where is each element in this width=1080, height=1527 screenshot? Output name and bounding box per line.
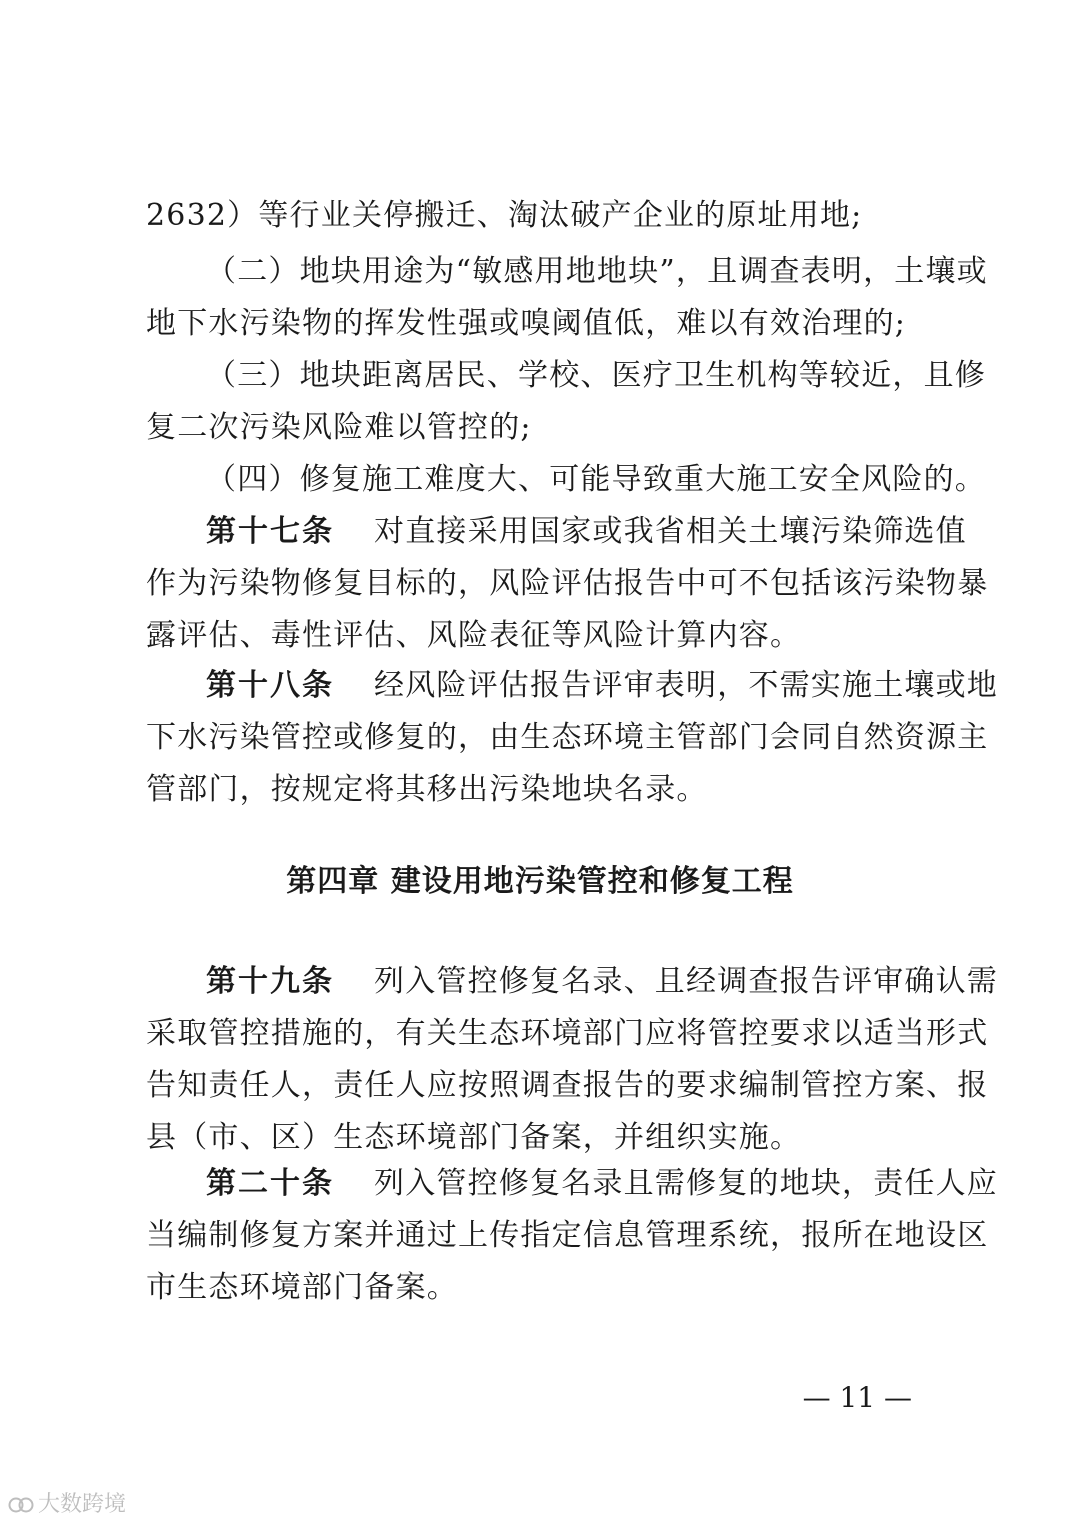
article-text: 经风险评估报告评审表明，不需实施土壤或地 [374, 668, 998, 703]
paragraph-line: 管部门，按规定将其移出污染地块名录。 [146, 772, 708, 807]
list-item-2: （二）地块用途为“敏感用地地块”，且调查表明，土壤或 [206, 254, 988, 289]
chapter-title: 第四章 建设用地污染管控和修复工程 [286, 864, 794, 899]
paragraph-line: 作为污染物修复目标的，风险评估报告中可不包括该污染物暴 [146, 566, 989, 601]
article-18-first-line [206, 666, 1006, 706]
bubble-logo-icon [8, 1496, 34, 1514]
list-item-4: （四）修复施工难度大、可能导致重大施工安全风险的。 [206, 462, 986, 497]
paragraph-line: 告知责任人，责任人应按照调查报告的要求编制管控方案、报 [146, 1068, 989, 1103]
article-text: 列入管控修复名录且需修复的地块，责任人应 [374, 1166, 998, 1201]
paragraph-line: 市生态环境部门备案。 [146, 1270, 458, 1305]
article-text: 列入管控修复名录、且经调查报告评审确认需 [374, 964, 998, 999]
article-19-first-line [206, 962, 1006, 1002]
article-heading: 第二十条 [206, 1166, 334, 1201]
paragraph-line: 当编制修复方案并通过上传指定信息管理系统，报所在地设区 [146, 1218, 989, 1253]
paragraph-line: 下水污染管控或修复的，由生态环境主管部门会同自然资源主 [146, 720, 989, 755]
paragraph-line: 县（市、区）生态环境部门备案，并组织实施。 [146, 1120, 802, 1155]
article-heading: 第十九条 [206, 964, 334, 999]
list-item-3: （三）地块距离居民、学校、医疗卫生机构等较近，且修 [206, 358, 986, 393]
paragraph-line: 复二次污染风险难以管控的; [146, 410, 532, 445]
article-heading: 第十七条 [206, 514, 334, 549]
page-number: — 11 — [802, 1381, 912, 1414]
article-20-first-line [206, 1164, 1006, 1204]
article-text: 对直接采用国家或我省相关土壤污染筛选值 [374, 514, 967, 549]
watermark-text: 大数跨境 [38, 1492, 127, 1517]
watermark [8, 1491, 126, 1519]
paragraph-line: 采取管控措施的，有关生态环境部门应将管控要求以适当形式 [146, 1016, 989, 1051]
paragraph-line: 露评估、毒性评估、风险表征等风险计算内容。 [146, 618, 802, 653]
paragraph-line: 2632）等行业关停搬迁、淘汰破产企业的原址用地; [146, 198, 863, 233]
paragraph-line: 地下水污染物的挥发性强或嗅阈值低，难以有效治理的; [146, 306, 907, 341]
article-heading: 第十八条 [206, 668, 334, 703]
article-17-first-line [206, 512, 1006, 552]
